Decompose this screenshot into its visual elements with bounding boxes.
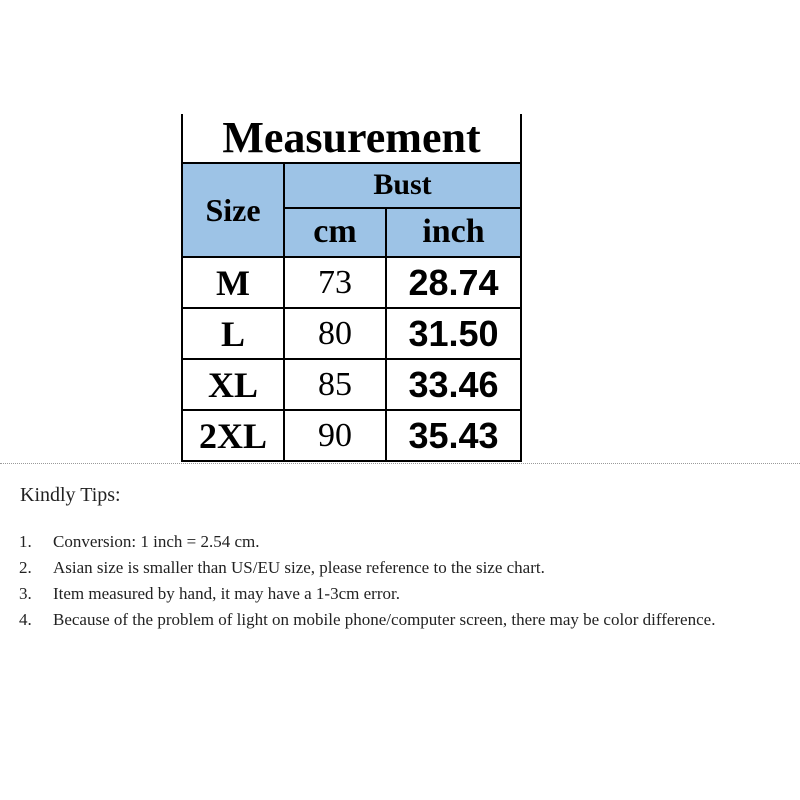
list-item: [18, 607, 798, 633]
cm-cell: 73: [284, 257, 386, 308]
tip-text: Item measured by hand, it may have a 1-3cm error.: [53, 584, 400, 603]
size-table: [181, 114, 522, 462]
cm-cell: 80: [284, 308, 386, 359]
tip-number: 2.: [19, 558, 32, 577]
list-item: [18, 555, 798, 581]
list-item: [18, 581, 798, 607]
size-cell: L: [182, 308, 284, 359]
inch-cell: 33.46: [386, 359, 521, 410]
cm-header: cm: [284, 208, 386, 257]
size-cell: M: [182, 257, 284, 308]
size-cell: 2XL: [182, 410, 284, 461]
inch-header: inch: [386, 208, 521, 257]
tip-number: 4.: [19, 610, 32, 629]
inch-cell: 35.43: [386, 410, 521, 461]
cm-cell: 90: [284, 410, 386, 461]
tip-number: 3.: [19, 584, 32, 603]
table-title: Measurement: [182, 114, 521, 163]
inch-cell: 28.74: [386, 257, 521, 308]
cm-cell: 85: [284, 359, 386, 410]
list-item: [18, 529, 798, 555]
section-divider: [0, 463, 800, 464]
tip-text: Conversion: 1 inch = 2.54 cm.: [53, 532, 260, 551]
bust-header: Bust: [284, 163, 521, 208]
table-row: [182, 359, 521, 410]
inch-cell: 31.50: [386, 308, 521, 359]
size-header: Size: [182, 163, 284, 257]
tip-text: Asian size is smaller than US/EU size, please reference to the size chart.: [53, 558, 545, 577]
tip-number: 1.: [19, 532, 32, 551]
size-cell: XL: [182, 359, 284, 410]
tips-title: Kindly Tips:: [20, 484, 121, 506]
tip-text: Because of the problem of light on mobile phone/computer screen, there may be color difference.: [53, 610, 716, 629]
kindly-tips: [18, 484, 798, 633]
table-row: [182, 308, 521, 359]
size-chart: [181, 114, 522, 462]
table-row: [182, 410, 521, 461]
table-row: [182, 257, 521, 308]
